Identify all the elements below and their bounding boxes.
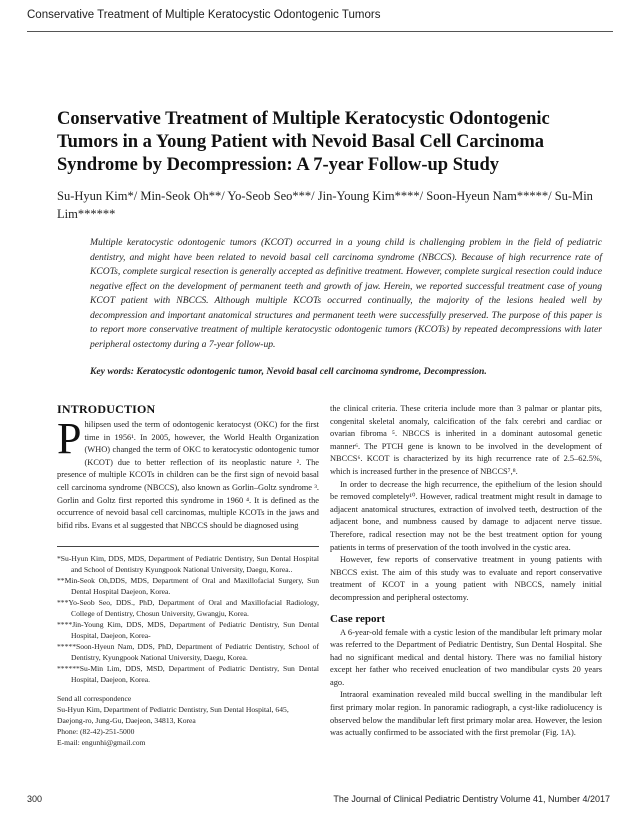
affiliation-list [57, 553, 319, 685]
affiliation-divider [57, 546, 319, 547]
keywords: Key words: Keratocystic odontogenic tumor, Nevoid basal cell carcinoma syndrome, Decompression. [90, 366, 487, 377]
correspondence-name: Su-Hyun Kim, Department of Pediatric Dentistry, Sun Dental Hospital, 645, [57, 705, 289, 715]
body-paragraph: However, few reports of conservative treatment in young patients with NBCCS exist. The aim of this study was to evaluate and report conservative treatment of KCOT in a young patient with NBCCS, namely initial decompression and peripheral ostectomy. [330, 555, 602, 602]
correspondence-address: Daejong-ro, Jung-Gu, Daejeon, 34813, Korea [57, 716, 196, 726]
author-list: Su-Hyun Kim*/ Min-Seok Oh**/ Yo-Seob Seo***/ Jin-Young Kim****/ Soon-Hyeun Nam*****/ Su-Min Lim****** [57, 189, 593, 221]
correspondence-label: Send all correspondence [57, 694, 132, 704]
running-header: Conservative Treatment of Multiple Keratocystic Odontogenic Tumors [27, 9, 381, 21]
case-report-heading: Case report [330, 612, 386, 625]
correspondence-block [57, 693, 319, 748]
page-number: 300 [27, 794, 43, 804]
introduction-text: hilipsen used the term of odontogenic keratocyst (OKC) for the first time in 1956¹. In 2005, however, the World Health Organization (WHO) changed the term of OKC to keratocystic odontogenic tumor (KCOT) due to better reflection of its neoplastic nature ². The presence of multiple KCOTs in children can be the first sign of nevoid basal cell carcinoma syndrome (NBCCS), also known as Gorlin–Goltz syndrome ³. Gorlin and Goltz first reported this syndrome in 1960 ⁴. It is defined as the occurrence of nevoid basal cell carcinomas, multiple KCOTs in the jaws and bifid ribs. Evans et al suggested that NBCCS should be diagnosed using [57, 420, 319, 530]
affiliation-item: *Su-Hyun Kim, DDS, MDS, Department of Pediatric Dentistry, Sun Dental Hospital and School of Dentistry Kyungpook National University, Daegu, Korea.. [57, 554, 319, 575]
affiliation-item: **Min-Seok Oh,DDS, MDS, Department of Oral and Maxillofacial Surgery, Sun Dental Hospital Daejeon, Korea. [57, 576, 319, 597]
right-column [330, 403, 602, 740]
left-column [57, 402, 319, 748]
body-paragraph: the clinical criteria. These criteria include more than 3 palmar or plantar pits, congenital skeletal anomaly, calcification of the falx cerebri and cardiac or ovarian fibroma ⁵. NBCCS is inherited in a dominant autosomal genetic manner⁶. The PTCH gene is known to be involved in the development of NBCCS⁶. KCOT is characterized by its high recurrence rate of 2.5–62.5%, which is increased further in the presence of NBCCS⁷,⁸. [330, 404, 602, 476]
introduction-heading: INTRODUCTION [57, 402, 156, 416]
affiliation-item: ****Jin-Young Kim, DDS, MDS, Department of Pediatric Dentistry, Sun Dental Hospital, Daejeon, Korea- [57, 620, 319, 641]
journal-footer: The Journal of Clinical Pediatric Dentistry Volume 41, Number 4/2017 [333, 794, 610, 804]
article-title: Conservative Treatment of Multiple Keratocystic Odontogenic Tumors in a Young Patient with Nevoid Basal Cell Carcinoma Syndrome by Decompression: A 7-year Follow-up Study [57, 109, 550, 175]
body-paragraph: In order to decrease the high recurrence, the epithelium of the lesion should be removed completely¹⁰. However, radical treatment might result in damage to adjacent anatomical structures, extraction of involved teeth, destruction of the adjacent bone, and numbness caused by damage to adjacent nerve tissue. Therefore, radical resection may not be the best treatment option for young patients in terms of preservation of the tooth involved in the cystic area. [330, 479, 602, 552]
affiliation-item: ***Yo-Seob Seo, DDS., PhD, Department of Oral and Maxillofacial Radiology, College of Dentistry, Chosun University, Gwangju, Korea. [57, 598, 319, 619]
introduction-paragraph [57, 414, 319, 532]
correspondence-email[interactable]: E-mail: engunhi@gmail.com [57, 738, 146, 748]
header-divider [27, 31, 613, 32]
correspondence-phone: Phone: (82-42)-251-5000 [57, 727, 135, 737]
body-paragraph: A 6-year-old female with a cystic lesion of the mandibular left primary molar was referred to the Department of Pediatric Dentistry, Sun Dental Hospital. She had no significant medical and dental history. There was no familial history except her father who received enucleation of two mandibular cysts 20 years ago. [330, 627, 602, 687]
body-paragraph: Intraoral examination revealed mild buccal swelling in the mandibular left first primary molar region. In panoramic radiograph, a cyst-like radiolucency is observed below the mandibular left first primary molar area. However, the lesion was actually confirmed to be associated with the first premolar (Fig. 1A). [330, 690, 602, 738]
drop-cap: P [57, 414, 82, 463]
abstract: Multiple keratocystic odontogenic tumors (KCOT) occurred in a young child is challenging problem in the field of pediatric dentistry, and might have been related to nevoid basal cell carcinoma syndrome (NBCCS). Because of high recurrence rate of KCOTs, complete surgical resection is generally accepted as definitive treatment. However, complete surgical resection could induce negative effect on the development of permanent teeth and growth of jaw. Herein, we reported successful treatment case of young KCOT patient with NBCCS. Although multiple KCOTs occurred continually, the majority of the lesions healed well by decompression and important anatomical structures and permanent teeth were successfully preserved. The purpose of this paper is to report more conservative treatment of multiple keratocystic odontogenic tumors (KCOTs) by repeated decompressions with later peripheral ostectomy during a 7-year follow-up. [90, 237, 602, 350]
affiliation-item: *****Soon-Hyeun Nam, DDS, PhD, Department of Pediatric Dentistry, School of Dentistry, Kyungpook National University, Daegu, Korea. [57, 642, 319, 663]
affiliation-item: ******Su-Min Lim, DDS, MSD, Department of Pediatric Dentistry, Sun Dental Hospital, Daejeon, Korea. [57, 664, 319, 685]
